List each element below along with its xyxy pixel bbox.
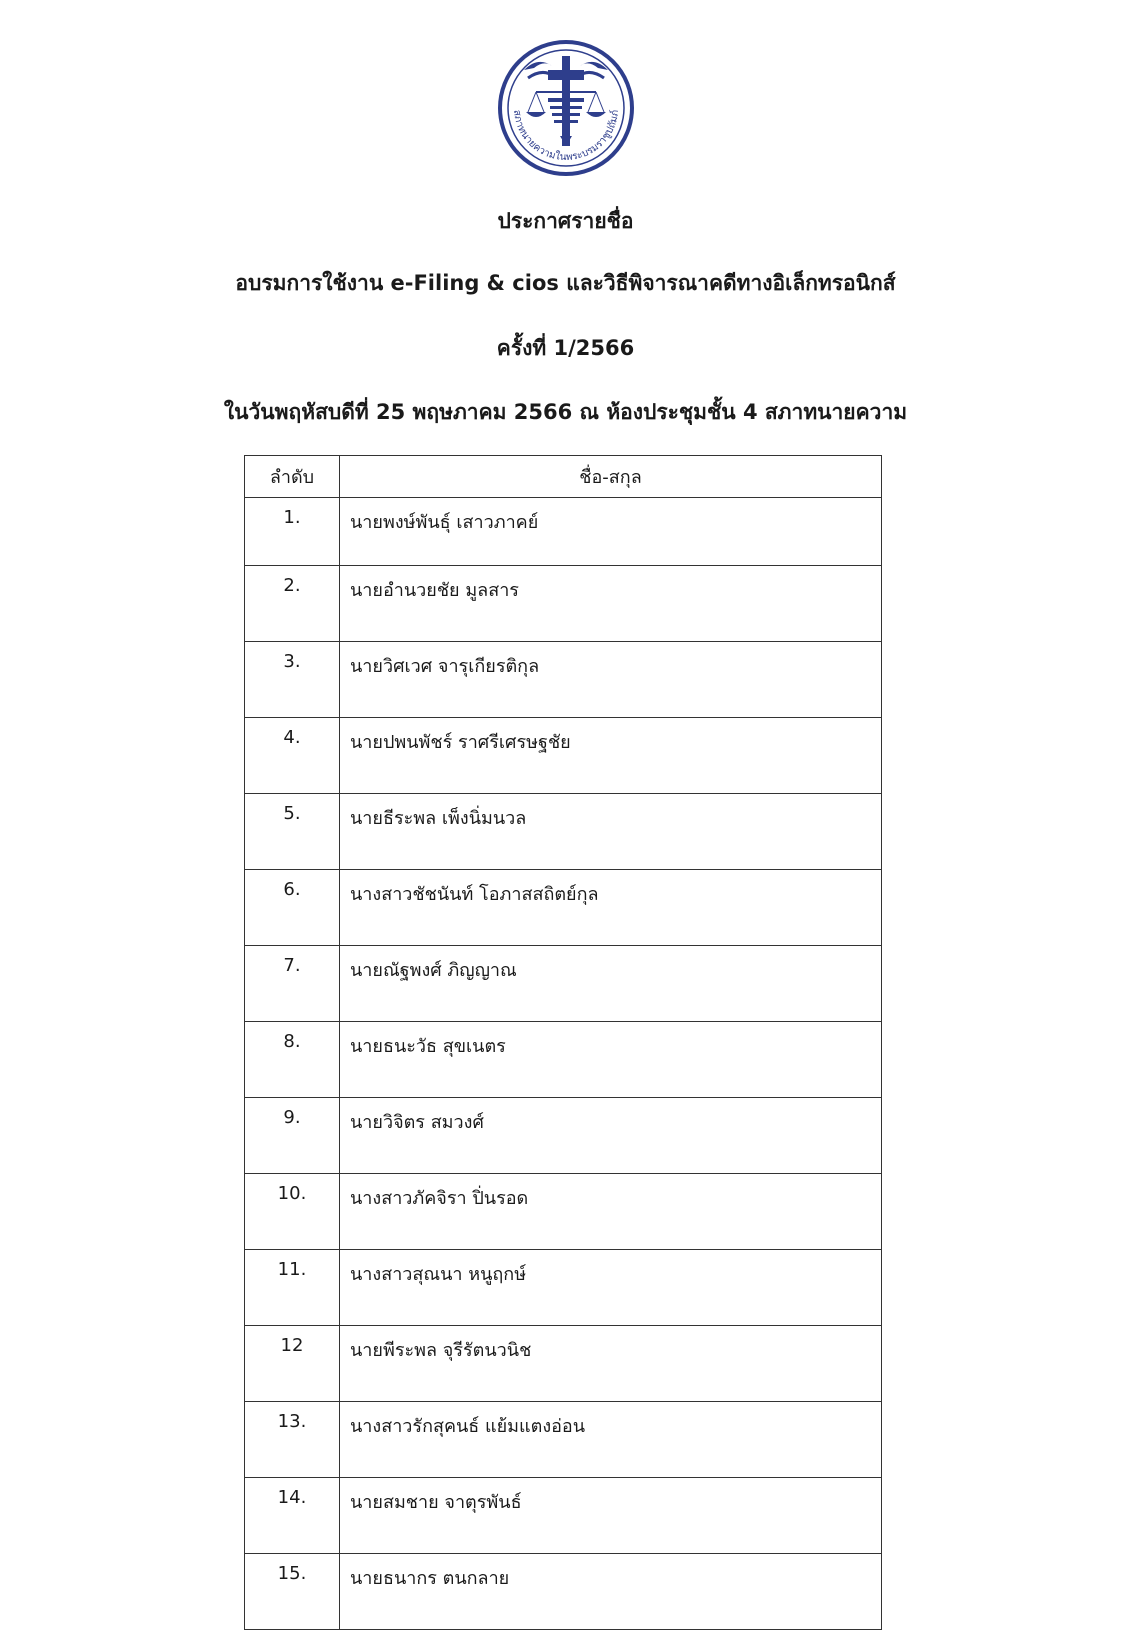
table-body [245, 498, 882, 1630]
participant-name: นายวิศเวศ จารุเกียรติกุล [340, 642, 882, 718]
table-row [245, 870, 882, 946]
order-number: 10. [245, 1174, 340, 1250]
participant-name: นางสาวรักสุคนธ์ แย้มแตงอ่อน [340, 1402, 882, 1478]
order-number: 5. [245, 794, 340, 870]
table-row [245, 1402, 882, 1478]
organization-logo [488, 40, 644, 176]
table-header-row [245, 456, 882, 498]
order-number: 7. [245, 946, 340, 1022]
table-row [245, 566, 882, 642]
announcement-title: ประกาศรายชื่อ [497, 209, 634, 233]
table-row [245, 642, 882, 718]
participant-name: นายปพนพัชร์ ราศรีเศรษฐชัย [340, 718, 882, 794]
table-row [245, 1326, 882, 1402]
table-row [245, 1098, 882, 1174]
order-number: 8. [245, 1022, 340, 1098]
column-header-name: ชื่อ-สกุล [340, 456, 882, 498]
participant-name: นางสาวภัคจิรา ปิ่นรอด [340, 1174, 882, 1250]
table-row [245, 1022, 882, 1098]
table-row [245, 1478, 882, 1554]
participant-name: นายอำนวยชัย มูลสาร [340, 566, 882, 642]
date-venue: ในวันพฤหัสบดีที่ 25 พฤษภาคม 2566 ณ ห้องประชุมชั้น 4 สภาทนายความ [223, 400, 908, 424]
participant-name: นายพงษ์พันธุ์ เสาวภาคย์ [340, 498, 882, 566]
participant-table [244, 455, 882, 1630]
participant-name: นายพีระพล จุรีรัตนวนิช [340, 1326, 882, 1402]
table-row [245, 1554, 882, 1630]
order-number: 3. [245, 642, 340, 718]
course-title: อบรมการใช้งาน e-Filing & cios และวิธีพิจารณาคดีทางอิเล็กทรอนิกส์ [235, 271, 896, 295]
order-number: 4. [245, 718, 340, 794]
order-number: 13. [245, 1402, 340, 1478]
table-row [245, 718, 882, 794]
table-row [245, 1250, 882, 1326]
participant-name: นายวิจิตร สมวงศ์ [340, 1098, 882, 1174]
participant-name: นายธนะวัธ สุขเนตร [340, 1022, 882, 1098]
order-number: 2. [245, 566, 340, 642]
participant-name: นายธนากร ตนกลาย [340, 1554, 882, 1630]
order-number: 9. [245, 1098, 340, 1174]
order-number: 14. [245, 1478, 340, 1554]
participant-name: นายธีระพล เพ็งนิ่มนวล [340, 794, 882, 870]
table-row [245, 498, 882, 566]
participant-name: นางสาวสุณนา หนูฤกษ์ [340, 1250, 882, 1326]
table-row [245, 794, 882, 870]
seal-text: สภาทนายความในพระบรมราชูปถัมภ์ [510, 109, 622, 164]
participant-name: นายณัฐพงศ์ ภิญญาณ [340, 946, 882, 1022]
column-header-order: ลำดับ [245, 456, 340, 498]
session-number: ครั้งที่ 1/2566 [496, 336, 635, 360]
order-number: 1. [245, 498, 340, 566]
participant-name: นายสมชาย จาตุรพันธ์ [340, 1478, 882, 1554]
participant-name: นางสาวชัชนันท์ โอภาสสถิตย์กุล [340, 870, 882, 946]
order-number: 12 [245, 1326, 340, 1402]
order-number: 15. [245, 1554, 340, 1630]
table-row [245, 1174, 882, 1250]
order-number: 11. [245, 1250, 340, 1326]
lawyers-council-seal-icon [488, 40, 644, 176]
order-number: 6. [245, 870, 340, 946]
table-row [245, 946, 882, 1022]
